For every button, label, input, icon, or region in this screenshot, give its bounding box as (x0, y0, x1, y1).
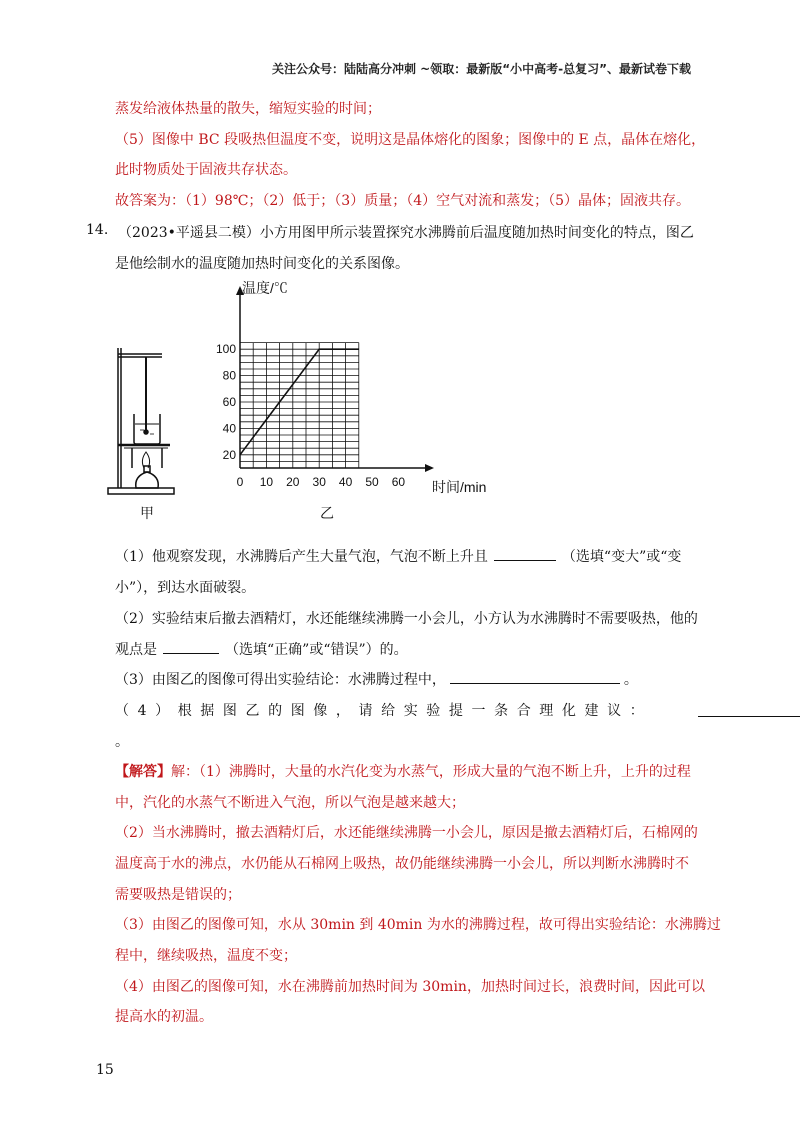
y-tick-label: 100 (215, 342, 236, 357)
chart-ticks (216, 342, 405, 489)
page-header: 关注公众号：陆陆高分冲刺 ~领取：最新版“小中高考-总复习”、最新试卷下载 (272, 62, 691, 76)
solution-line6: （3）由图乙的图像可知，水从 30min 到 40min 为水的沸腾过程，故可得出实验结论：水沸腾过 (115, 917, 721, 933)
solution-line2: 中，汽化的水蒸气不断进入气泡，所以气泡是越来越大； (115, 795, 465, 811)
q1-line1 (115, 546, 681, 566)
y-tick-label: 60 (222, 395, 236, 409)
q3-text-b: 。 (623, 672, 638, 688)
q3-line (115, 669, 638, 689)
question-line1: （2023•平遥县二模）小方用图甲所示装置探究水沸腾前后温度随加热时间变化的特点，图乙 (118, 225, 694, 241)
prev-answer-line4: 故答案为：（1）98℃；（2）低于；（3）质量；（4）空气对流和蒸发；（5）晶体；固液共存。 (115, 193, 691, 209)
figure-label-yi: 乙 (320, 506, 334, 522)
solution-tag: 【解答】 (115, 764, 171, 780)
q1-text-a: （1）他观察发现，水沸腾后产生大量气泡，气泡不断上升且 (115, 549, 488, 565)
iron-stand-icon (108, 348, 174, 494)
q1-line2: 小”），到达水面破裂。 (115, 580, 256, 596)
q4-text-a: （4）根据图乙的图像，请给实验提一条合理化建议： (115, 703, 653, 719)
q2-line2 (115, 639, 408, 659)
solution-line5: 需要吸热是错误的； (115, 887, 241, 903)
question-line2: 是他绘制水的温度随加热时间变化的关系图像。 (115, 256, 409, 272)
x-tick-label: 20 (286, 475, 300, 489)
prev-answer-line1: 蒸发给液体热量的散失，缩短实验的时间； (115, 101, 381, 117)
y-tick-label: 40 (222, 421, 236, 436)
solution-line4: 温度高于水的沸点，水仍能从石棉网上吸热，故仍能继续沸腾一小会儿，所以判断水沸腾时不 (115, 856, 689, 872)
q2-blank[interactable] (163, 653, 219, 654)
x-tick-label: 40 (338, 475, 353, 489)
q2-text-b: （选填“正确”或“错误”）的。 (225, 642, 408, 658)
prev-answer-line2: （5）图像中 BC 段吸热但温度不变，说明这是晶体熔化的图象；图像中的 E 点，晶体在熔化， (115, 132, 706, 148)
q4-end: 。 (115, 734, 129, 750)
solution-line8: （4）由图乙的图像可知，水在沸腾前加热时间为 30min，加热时间过长，浪费时间，因此可以 (115, 979, 705, 995)
x-tick-label: 50 (365, 475, 379, 489)
q1-blank[interactable] (494, 560, 556, 561)
q2-line1: （2）实验结束后撤去酒精灯，水还能继续沸腾一小会儿，小方认为水沸腾时不需要吸热，他的 (115, 611, 698, 627)
solution-line1 (115, 761, 691, 781)
x-tick-label: 60 (391, 475, 406, 489)
solution-lead: 解：（1）沸腾时，大量的水汽化变为水蒸气，形成大量的气泡不断上升，上升的过程 (171, 764, 691, 780)
x-axis-label: 时间/min (432, 479, 487, 495)
q1-text-b: （选填“变大”或“变 (561, 549, 682, 565)
solution-line9: 提高水的初温。 (115, 1009, 213, 1025)
apparatus-figure (104, 340, 184, 500)
q3-blank[interactable] (450, 683, 620, 684)
y-tick-label: 20 (222, 447, 236, 462)
prev-answer-line3: 此时物质处于固液共存状态。 (115, 162, 297, 178)
temperature-time-chart (200, 278, 520, 504)
y-tick-label: 80 (222, 368, 236, 383)
q2-text-a: 观点是 (115, 642, 157, 658)
x-axis-arrow-icon (425, 464, 434, 472)
chart-grid (240, 343, 359, 468)
x-tick-label: 30 (312, 475, 326, 489)
figure-label-jia: 甲 (140, 506, 154, 522)
solution-line7: 程中，继续吸热，温度不变； (115, 948, 297, 964)
solution-line3: （2）当水沸腾时，撤去酒精灯后，水还能继续沸腾一小会儿，原因是撤去酒精灯后，石棉网的 (115, 825, 698, 841)
q4-blank[interactable] (698, 716, 800, 717)
page-number: 15 (96, 1062, 114, 1078)
x-tick-label: 0 (236, 475, 244, 489)
chart-axes (236, 286, 434, 472)
q4-line (115, 700, 652, 720)
x-tick-label: 10 (259, 475, 274, 489)
q3-text-a: （3）由图乙的图像可得出实验结论：水沸腾过程中， (115, 672, 446, 688)
question-number: 14. (86, 222, 109, 238)
y-axis-label: 温度/℃ (242, 280, 288, 296)
